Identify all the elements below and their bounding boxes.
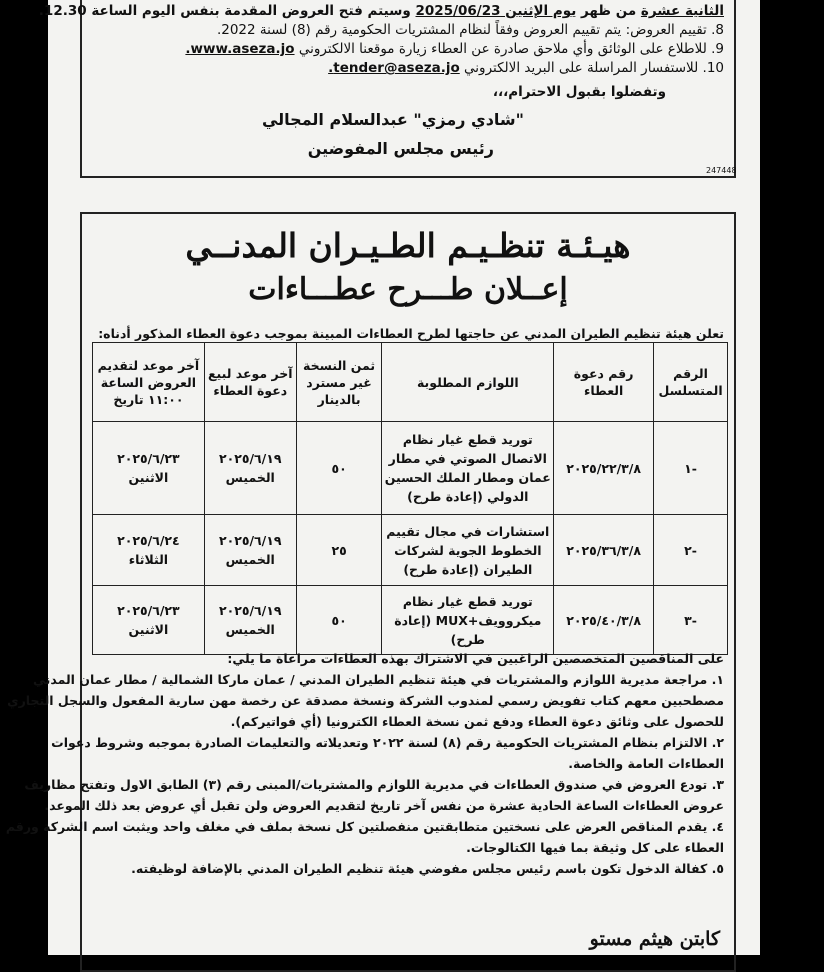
header-tender-no: رقم دعوة العطاء	[554, 343, 654, 422]
sale-day: الخميس	[225, 622, 275, 637]
header-price: ثمن النسخة غير مسترد بالدينار	[296, 343, 382, 422]
submit-day: الاثنين	[128, 622, 169, 637]
condition-line: للحصول على وثائق دعوة العطاء ودفع ثمن نسخة العطاء الكترونيا (أي فواتيركم).	[230, 714, 724, 729]
cell-sale-deadline	[204, 422, 296, 515]
tender-ad-box	[5, 212, 736, 972]
header-sale-deadline: آخر موعد لبيع دعوة العطاء	[204, 343, 296, 422]
cell-sale-deadline	[204, 586, 296, 655]
signer-name: "شادي رمزي" عبدالسلام المجالي	[261, 110, 524, 129]
notice-line-9-text: 9. للاطلاع على الوثائق وأي ملاحق صادرة عن العطاء زيارة موقعنا الالكتروني	[294, 41, 724, 57]
cell-items: توريد قطع غيار نظام ميكروويف+MUX (إعادة طرح)	[382, 586, 554, 655]
sale-day: الخميس	[225, 552, 275, 567]
submit-date: ٢٠٢٥/٦/٢٣	[117, 603, 180, 618]
cell-seq: -٢	[654, 515, 728, 586]
cell-items: توريد قطع غيار نظام الاتصال الصوتي في مطار عمان ومطار الملك الحسين الدولي (إعادة طرح)	[382, 422, 554, 515]
cell-seq: -١	[654, 422, 728, 515]
condition-line: ٤. يقدم المناقص العرض على نسختين متطابقتين منفصلتين كل نسخة بملف في مغلف واحد ويثبت اسم الشركة ورقم	[5, 819, 724, 834]
deadline-mid: من ظهر	[576, 3, 641, 19]
table-row	[93, 586, 728, 655]
table-row	[93, 422, 728, 515]
condition-line: عروض العطاءات الساعة الحادية عشرة من نفس آخر تاريخ لتقديم العروض ولن تقبل أي عروض بعد ذلك الموعد.	[44, 798, 724, 813]
notice-line-10-text: 10. للاستفسار المراسلة على البريد الالكتروني	[459, 60, 724, 76]
notice-line-9	[92, 40, 724, 59]
authority-title: هيـئـة تنظـيـم الطـيـران المدنــي	[185, 226, 631, 265]
header-submit-deadline: آخر موعد لتقديم العروض الساعة ١١:٠٠ تاريخ	[93, 343, 205, 422]
sale-date: ٢٠٢٥/٦/١٩	[218, 533, 282, 548]
notice-line-8: 8. تقييم العروض: يتم تقييم العروض وفقاً لنظام المشتريات الحكومية رقم (8) لسنة 2022.	[216, 22, 724, 38]
cell-submit-deadline	[93, 515, 205, 586]
condition-line: العطاءات العامة والخاصة.	[568, 756, 724, 771]
submit-day: الثلاثاء	[128, 552, 169, 567]
cell-sale-deadline	[204, 515, 296, 586]
condition-line: ٥. كفالة الدخول تكون باسم رئيس مجلس مفوضي هيئة تنظيم الطيران المدني بالإضافة لوظيفته.	[131, 861, 724, 876]
condition-line: ٣. تودع العروض في صندوق العطاءات في مديرية اللوازم والمشتريات/المبنى رقم (٣) الطابق الاول وتفتح مظاريف	[24, 777, 724, 792]
deadline-hour: الثانية عشرة	[640, 3, 724, 19]
deadline-end: وسيتم فتح العروض المقدمة بنفس اليوم الساعة 12.30.	[38, 3, 416, 19]
cell-price: ٥٠	[296, 422, 382, 515]
cell-tender-no: ٢٠٢٥/٣٦/٣/٨	[554, 515, 654, 586]
previous-ad-box	[38, 0, 736, 178]
submit-date: ٢٠٢٥/٦/٢٤	[117, 533, 180, 548]
conditions-title: على المناقصين المتخصصين الراغبين في الاشتراك بهذه العطاءات مراعاة ما يلي:	[227, 651, 724, 666]
cell-seq: -٣	[654, 586, 728, 655]
condition-line: ٢. الالتزام بنظام المشتريات الحكومية رقم (٨) لسنة ٢٠٢٢ وتعديلاته والتعليمات الصادرة بموجبه وشروط دعوات	[51, 735, 724, 750]
closing-thanks: وتفضلوا بقبول الاحترام،،،	[492, 84, 666, 100]
sale-day: الخميس	[225, 470, 275, 485]
tenders-table	[92, 342, 728, 655]
email-link[interactable]: tender@aseza.jo.	[328, 60, 460, 76]
table-header-row	[93, 343, 728, 422]
table-row	[93, 515, 728, 586]
cell-tender-no: ٢٠٢٥/٢٢/٣/٨	[554, 422, 654, 515]
notice-line-10	[92, 59, 724, 78]
submit-day: الاثنين	[128, 470, 169, 485]
website-link[interactable]: www.aseza.jo.	[185, 41, 295, 57]
intro-text: تعلن هيئة تنظيم الطيران المدني عن حاجتها لطرح العطاءات المبينة بموجب دعوة العطاء المذكور أدناه:	[98, 326, 724, 341]
cell-price: ٥٠	[296, 586, 382, 655]
sale-date: ٢٠٢٥/٦/١٩	[218, 451, 282, 466]
cell-price: ٢٥	[296, 515, 382, 586]
submit-date: ٢٠٢٥/٦/٢٣	[117, 451, 180, 466]
deadline-line	[38, 2, 724, 21]
cell-submit-deadline	[93, 586, 205, 655]
header-items: اللوازم المطلوبة	[382, 343, 554, 422]
header-seq: الرقم المتسلسل	[654, 343, 728, 422]
deadline-date: يوم الإثنين 2025/06/23	[415, 3, 577, 19]
signature: كابتن هيثم مستو	[589, 928, 720, 950]
cell-tender-no: ٢٠٢٥/٤٠/٣/٨	[554, 586, 654, 655]
cell-submit-deadline	[93, 422, 205, 515]
condition-line: ١. مراجعة مديرية اللوازم والمشتريات في هيئة تنظيم الطيران المدني / عمان ماركا الشمالية / مطار عمان المدني	[33, 672, 724, 687]
ad-number: 247448	[706, 166, 737, 175]
tender-heading: إعــلان طـــرح عطـــاءات	[248, 272, 568, 307]
condition-line: العطاء على كل وثيقة بما فيها الكتالوجات.	[466, 840, 724, 855]
sale-date: ٢٠٢٥/٦/١٩	[218, 603, 282, 618]
signer-title: رئيس مجلس المفوضين	[307, 139, 494, 158]
condition-line: مصطحبين معهم كتاب تفويض رسمي لمندوب الشركة ونسخة مصدقة عن رخصة مهن سارية المفعول والسجل التجاري	[7, 693, 724, 708]
conditions-block	[5, 648, 724, 879]
cell-items: استشارات في مجال تقييم الخطوط الجوية لشركات الطيران (إعادة طرح)	[382, 515, 554, 586]
